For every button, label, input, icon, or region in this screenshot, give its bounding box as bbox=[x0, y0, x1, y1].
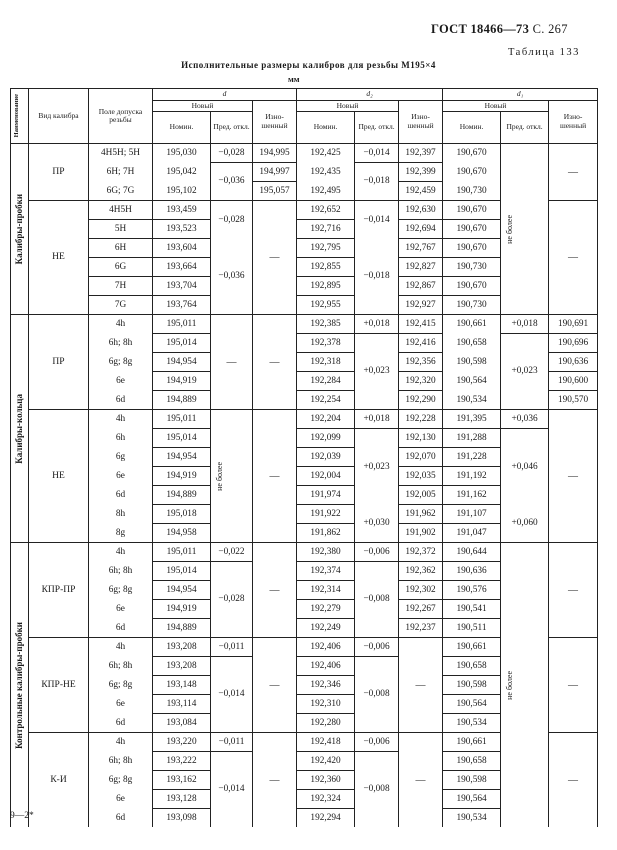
group-label: Контрольные калибры-пробки bbox=[11, 543, 29, 828]
cell: −0,008 bbox=[355, 752, 399, 828]
cell: 193,208 bbox=[153, 638, 211, 657]
cell: 190,570 bbox=[549, 391, 598, 410]
cell: 195,030 bbox=[153, 144, 211, 163]
table-row bbox=[11, 334, 598, 353]
gauge-kind: КПР-ПР bbox=[29, 543, 89, 638]
cell: 192,070 bbox=[399, 448, 443, 467]
cell: — bbox=[253, 315, 297, 410]
cell: 6G bbox=[89, 258, 153, 277]
cell: 190,670 bbox=[443, 220, 501, 239]
cell: 190,670 bbox=[443, 144, 501, 163]
col-d-nom: Номин. bbox=[153, 112, 211, 144]
cell: 193,764 bbox=[153, 296, 211, 315]
cell: 190,598 bbox=[443, 353, 501, 372]
cell: 5H bbox=[89, 220, 153, 239]
cell: 190,670 bbox=[443, 201, 501, 220]
cell: 190,670 bbox=[443, 239, 501, 258]
cell: 192,406 bbox=[297, 657, 355, 676]
cell: 190,534 bbox=[443, 714, 501, 733]
cell: 192,827 bbox=[399, 258, 443, 277]
cell: 192,416 bbox=[399, 334, 443, 353]
cell: 192,302 bbox=[399, 581, 443, 600]
cell: 190,670 bbox=[443, 163, 501, 182]
cell: 192,459 bbox=[399, 182, 443, 201]
cell: 194,889 bbox=[153, 391, 211, 410]
cell: 192,694 bbox=[399, 220, 443, 239]
cell: 192,314 bbox=[297, 581, 355, 600]
cell: 192,406 bbox=[297, 638, 355, 657]
cell: −0,028 bbox=[211, 562, 253, 638]
cell: 192,895 bbox=[297, 277, 355, 296]
cell: 190,534 bbox=[443, 391, 501, 410]
cell: −0,008 bbox=[355, 562, 399, 638]
cell: 6g; 8g bbox=[89, 676, 153, 695]
col-d2-nom: Номин. bbox=[297, 112, 355, 144]
cell: 8h bbox=[89, 505, 153, 524]
cell: 192,425 bbox=[297, 144, 355, 163]
cell: +0,030 bbox=[355, 505, 399, 543]
cell: 4H5H bbox=[89, 201, 153, 220]
cell: 192,294 bbox=[297, 809, 355, 828]
cell: — bbox=[549, 144, 598, 201]
cell: 190,564 bbox=[443, 695, 501, 714]
cell: 190,576 bbox=[443, 581, 501, 600]
col-d1-new: Новый bbox=[443, 100, 549, 112]
page-number: С. 267 bbox=[532, 22, 568, 36]
gauge-kind: ПР bbox=[29, 144, 89, 201]
cell: 6e bbox=[89, 600, 153, 619]
cell: 192,435 bbox=[297, 163, 355, 182]
cell: −0,011 bbox=[211, 638, 253, 657]
cell: −0,006 bbox=[355, 733, 399, 752]
cell: 190,636 bbox=[549, 353, 598, 372]
cell: 4h bbox=[89, 638, 153, 657]
cell: 192,360 bbox=[297, 771, 355, 790]
cell: 192,320 bbox=[399, 372, 443, 391]
table-row bbox=[11, 144, 598, 163]
cell: 192,927 bbox=[399, 296, 443, 315]
cell: — bbox=[253, 733, 297, 828]
cell: 6h; 8h bbox=[89, 657, 153, 676]
cell: 190,661 bbox=[443, 638, 501, 657]
cell: −0,008 bbox=[355, 657, 399, 733]
cell: 192,290 bbox=[399, 391, 443, 410]
cell: 4h bbox=[89, 315, 153, 334]
table-title: Исполнительные размеры калибров для резьбы М195×4 bbox=[181, 60, 436, 70]
cell: 192,374 bbox=[297, 562, 355, 581]
cell: 191,192 bbox=[443, 467, 501, 486]
col-d1-nom: Номин. bbox=[443, 112, 501, 144]
cell: 194,919 bbox=[153, 467, 211, 486]
cell: 6h; 8h bbox=[89, 562, 153, 581]
cell: 190,511 bbox=[443, 619, 501, 638]
cell: 192,867 bbox=[399, 277, 443, 296]
cell: — bbox=[549, 543, 598, 638]
cell: 190,691 bbox=[549, 315, 598, 334]
gauge-kind: ПР bbox=[29, 315, 89, 410]
col-d2-new: Новый bbox=[297, 100, 399, 112]
col-d2-worn: Изно- шенный bbox=[399, 100, 443, 144]
group-label: Калибры-пробки bbox=[11, 144, 29, 315]
cell: — bbox=[549, 201, 598, 315]
cell: 7G bbox=[89, 296, 153, 315]
cell: 192,380 bbox=[297, 543, 355, 562]
cell: 192,767 bbox=[399, 239, 443, 258]
cell: 194,995 bbox=[253, 144, 297, 163]
cell: — bbox=[399, 733, 443, 828]
cell: 8g bbox=[89, 524, 153, 543]
cell: 192,249 bbox=[297, 619, 355, 638]
cell: 192,254 bbox=[297, 391, 355, 410]
cell: — bbox=[253, 638, 297, 733]
cell: 195,011 bbox=[153, 315, 211, 334]
cell: 192,356 bbox=[399, 353, 443, 372]
cell: 195,014 bbox=[153, 334, 211, 353]
cell: 192,652 bbox=[297, 201, 355, 220]
cell: 6g bbox=[89, 448, 153, 467]
gauge-kind: КПР-НЕ bbox=[29, 638, 89, 733]
cell: 192,204 bbox=[297, 410, 355, 429]
table-row bbox=[11, 315, 598, 334]
cell: 192,280 bbox=[297, 714, 355, 733]
cell: 190,730 bbox=[443, 182, 501, 201]
cell: 192,855 bbox=[297, 258, 355, 277]
cell: 193,208 bbox=[153, 657, 211, 676]
cell: 192,284 bbox=[297, 372, 355, 391]
gauge-dimensions-table bbox=[10, 88, 598, 827]
cell: 193,148 bbox=[153, 676, 211, 695]
cell: +0,023 bbox=[501, 334, 549, 410]
cell: 193,098 bbox=[153, 809, 211, 828]
cell: 190,600 bbox=[549, 372, 598, 391]
cell: −0,018 bbox=[355, 163, 399, 201]
cell: 194,889 bbox=[153, 619, 211, 638]
cell: 190,730 bbox=[443, 296, 501, 315]
cell: 193,128 bbox=[153, 790, 211, 809]
cell: 194,889 bbox=[153, 486, 211, 505]
cell: 191,395 bbox=[443, 410, 501, 429]
cell: 191,902 bbox=[399, 524, 443, 543]
cell: 193,222 bbox=[153, 752, 211, 771]
cell: +0,023 bbox=[355, 429, 399, 505]
cell: 190,534 bbox=[443, 809, 501, 828]
note-cell: не более bbox=[501, 144, 549, 315]
cell: 191,962 bbox=[399, 505, 443, 524]
unit-label: мм bbox=[288, 74, 300, 84]
standard-code: ГОСТ 18466—73 bbox=[431, 22, 530, 36]
cell: −0,006 bbox=[355, 638, 399, 657]
cell: 193,114 bbox=[153, 695, 211, 714]
cell: 4h bbox=[89, 733, 153, 752]
cell: 4H5H; 5H bbox=[89, 144, 153, 163]
cell: 6e bbox=[89, 467, 153, 486]
cell: 193,704 bbox=[153, 277, 211, 296]
gauge-kind: НЕ bbox=[29, 201, 89, 315]
cell: 195,014 bbox=[153, 562, 211, 581]
table-row bbox=[11, 410, 598, 429]
cell: 192,228 bbox=[399, 410, 443, 429]
cell: — bbox=[211, 315, 253, 410]
cell: 192,237 bbox=[399, 619, 443, 638]
cell: 192,346 bbox=[297, 676, 355, 695]
cell: — bbox=[399, 638, 443, 733]
cell: 193,084 bbox=[153, 714, 211, 733]
cell: 190,564 bbox=[443, 372, 501, 391]
cell: 191,922 bbox=[297, 505, 355, 524]
cell: +0,060 bbox=[501, 505, 549, 543]
cell: 192,004 bbox=[297, 467, 355, 486]
cell: — bbox=[253, 410, 297, 543]
table-row bbox=[11, 505, 598, 524]
table-number: Таблица 133 bbox=[508, 47, 580, 58]
cell: 194,954 bbox=[153, 353, 211, 372]
table-row bbox=[11, 543, 598, 562]
cell: 191,228 bbox=[443, 448, 501, 467]
cell: −0,014 bbox=[211, 657, 253, 733]
cell: −0,018 bbox=[355, 239, 399, 315]
cell: 194,919 bbox=[153, 372, 211, 391]
cell: 191,107 bbox=[443, 505, 501, 524]
cell: 4h bbox=[89, 410, 153, 429]
cell: 192,005 bbox=[399, 486, 443, 505]
cell: 190,661 bbox=[443, 315, 501, 334]
cell: 194,954 bbox=[153, 448, 211, 467]
cell: 190,658 bbox=[443, 752, 501, 771]
col-d1-worn: Изно- шенный bbox=[549, 100, 598, 144]
cell: 190,644 bbox=[443, 543, 501, 562]
cell: 195,011 bbox=[153, 410, 211, 429]
cell: 191,288 bbox=[443, 429, 501, 448]
group-label: Калибры-кольца bbox=[11, 315, 29, 543]
cell: 195,011 bbox=[153, 543, 211, 562]
col-naimenovanie: Наименование bbox=[11, 89, 29, 144]
cell: 192,267 bbox=[399, 600, 443, 619]
cell: 192,630 bbox=[399, 201, 443, 220]
col-d1-dev: Пред. откл. bbox=[501, 112, 549, 144]
cell: 192,385 bbox=[297, 315, 355, 334]
cell: 6g; 8g bbox=[89, 353, 153, 372]
cell: 193,604 bbox=[153, 239, 211, 258]
cell: 193,523 bbox=[153, 220, 211, 239]
cell: 192,495 bbox=[297, 182, 355, 201]
cell: 192,039 bbox=[297, 448, 355, 467]
cell: 6d bbox=[89, 809, 153, 828]
cell: — bbox=[253, 201, 297, 315]
cell: 6H; 7H bbox=[89, 163, 153, 182]
cell: 192,397 bbox=[399, 144, 443, 163]
cell: 6g; 8g bbox=[89, 771, 153, 790]
cell: 192,035 bbox=[399, 467, 443, 486]
cell: 192,310 bbox=[297, 695, 355, 714]
cell: 192,795 bbox=[297, 239, 355, 258]
cell: 191,862 bbox=[297, 524, 355, 543]
cell: 192,362 bbox=[399, 562, 443, 581]
gauge-kind: К-И bbox=[29, 733, 89, 828]
col-d: d bbox=[153, 89, 297, 101]
cell: +0,018 bbox=[501, 315, 549, 334]
cell: 6h; 8h bbox=[89, 752, 153, 771]
cell: +0,018 bbox=[355, 410, 399, 429]
cell: 6e bbox=[89, 790, 153, 809]
cell: 6h; 8h bbox=[89, 334, 153, 353]
cell: 6d bbox=[89, 391, 153, 410]
cell: 192,324 bbox=[297, 790, 355, 809]
cell: 6d bbox=[89, 619, 153, 638]
col-d1: d₁ bbox=[443, 89, 598, 101]
col-vid: Вид калибра bbox=[29, 89, 89, 144]
cell: 6d bbox=[89, 714, 153, 733]
cell: −0,028 bbox=[211, 144, 253, 163]
cell: −0,014 bbox=[355, 144, 399, 163]
cell: 6G; 7G bbox=[89, 182, 153, 201]
cell: −0,036 bbox=[211, 163, 253, 201]
cell: 190,636 bbox=[443, 562, 501, 581]
cell: 192,415 bbox=[399, 315, 443, 334]
cell: 192,372 bbox=[399, 543, 443, 562]
cell: −0,022 bbox=[211, 543, 253, 562]
cell: 6d bbox=[89, 486, 153, 505]
cell: 6h bbox=[89, 429, 153, 448]
cell: 194,958 bbox=[153, 524, 211, 543]
cell: 193,459 bbox=[153, 201, 211, 220]
col-d-new: Новый bbox=[153, 100, 253, 112]
cell: 192,420 bbox=[297, 752, 355, 771]
cell: 192,279 bbox=[297, 600, 355, 619]
cell: 195,057 bbox=[253, 182, 297, 201]
col-d2-dev: Пред. откл. bbox=[355, 112, 399, 144]
note-cell: не более bbox=[501, 543, 549, 828]
col-pole: Поле допуска резьбы bbox=[89, 89, 153, 144]
cell: — bbox=[549, 410, 598, 543]
cell: 7H bbox=[89, 277, 153, 296]
cell: 6e bbox=[89, 695, 153, 714]
cell: 194,919 bbox=[153, 600, 211, 619]
col-d-dev: Пред. откл. bbox=[211, 112, 253, 144]
cell: 192,099 bbox=[297, 429, 355, 448]
cell: 190,658 bbox=[443, 657, 501, 676]
cell: 193,162 bbox=[153, 771, 211, 790]
cell: +0,046 bbox=[501, 429, 549, 505]
cell: 192,378 bbox=[297, 334, 355, 353]
cell: 194,954 bbox=[153, 581, 211, 600]
cell: 190,564 bbox=[443, 790, 501, 809]
cell: −0,011 bbox=[211, 733, 253, 752]
page-footer: 9—2* bbox=[10, 811, 34, 821]
cell: 192,318 bbox=[297, 353, 355, 372]
cell: +0,018 bbox=[355, 315, 399, 334]
cell: 192,716 bbox=[297, 220, 355, 239]
cell: 190,696 bbox=[549, 334, 598, 353]
cell: 191,047 bbox=[443, 524, 501, 543]
cell: 195,042 bbox=[153, 163, 211, 182]
table-row bbox=[11, 429, 598, 448]
cell: — bbox=[549, 733, 598, 828]
cell: 195,014 bbox=[153, 429, 211, 448]
cell: 191,974 bbox=[297, 486, 355, 505]
cell: 190,658 bbox=[443, 334, 501, 353]
cell: 193,220 bbox=[153, 733, 211, 752]
cell: — bbox=[253, 543, 297, 638]
cell: −0,036 bbox=[211, 239, 253, 315]
cell: 4h bbox=[89, 543, 153, 562]
col-d2: d₂ bbox=[297, 89, 443, 101]
cell: 190,730 bbox=[443, 258, 501, 277]
cell: −0,006 bbox=[355, 543, 399, 562]
cell: 190,541 bbox=[443, 600, 501, 619]
cell: 192,130 bbox=[399, 429, 443, 448]
cell: 190,598 bbox=[443, 771, 501, 790]
cell: −0,028 bbox=[211, 201, 253, 239]
cell: 192,418 bbox=[297, 733, 355, 752]
cell: 6e bbox=[89, 372, 153, 391]
cell: 192,955 bbox=[297, 296, 355, 315]
cell: −0,014 bbox=[211, 752, 253, 828]
cell: 190,661 bbox=[443, 733, 501, 752]
note-cell: не более bbox=[211, 410, 253, 543]
cell: +0,023 bbox=[355, 334, 399, 410]
cell: 190,670 bbox=[443, 277, 501, 296]
cell: 6H bbox=[89, 239, 153, 258]
cell: 193,664 bbox=[153, 258, 211, 277]
cell: −0,014 bbox=[355, 201, 399, 239]
cell: 195,018 bbox=[153, 505, 211, 524]
cell: 190,598 bbox=[443, 676, 501, 695]
page-header bbox=[431, 22, 568, 37]
cell: +0,036 bbox=[501, 410, 549, 429]
cell: — bbox=[549, 638, 598, 733]
cell: 192,399 bbox=[399, 163, 443, 182]
gauge-kind: НЕ bbox=[29, 410, 89, 543]
cell: 194,997 bbox=[253, 163, 297, 182]
cell: 195,102 bbox=[153, 182, 211, 201]
cell: 6g; 8g bbox=[89, 581, 153, 600]
col-d-worn: Изно- шенный bbox=[253, 100, 297, 144]
cell: 191,162 bbox=[443, 486, 501, 505]
